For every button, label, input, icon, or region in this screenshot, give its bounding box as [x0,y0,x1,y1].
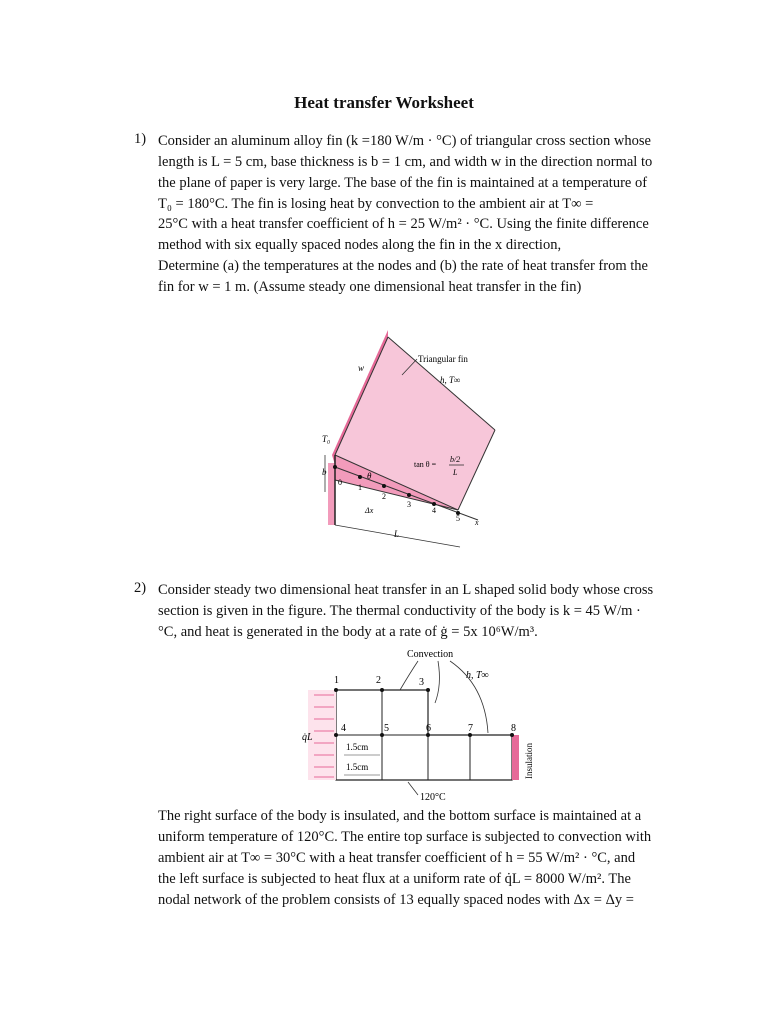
node-label: 3 [407,500,411,509]
pointer-line [408,782,418,795]
node-dot [380,688,384,692]
worksheet-title: Heat transfer Worksheet [294,93,474,112]
dy-label: 1.5cm [346,762,369,772]
node-dot [334,688,338,692]
l-shaped-body-figure [300,645,545,805]
convection-label: Convection [407,649,454,660]
node-label: 4 [341,723,346,734]
node-label: 7 [468,723,473,734]
convection-arrow [435,661,439,703]
node-dot [334,733,338,737]
q2-line: Consider steady two dimensional heat transfer in an L shaped solid body whose cross [158,582,654,598]
h-tinf-label: h, T∞ [440,375,461,385]
q2-after-line: ambient air at T∞ = 30°C with a heat transfer coefficient of h = 55 W/m² · °C, and [158,850,636,866]
dx-label: 1.5cm [346,742,369,752]
node-dot [358,475,362,479]
node-label: 1 [358,483,362,492]
t0-label: T₀ [322,434,331,444]
q1-number: 1) [134,131,147,147]
q2-number: 2) [134,580,147,596]
tan-label: tan θ = [414,460,437,469]
tan-numerator: b/2 [450,455,461,464]
q1-line: length is L = 5 cm, base thickness is b = 1 cm, and width w in the direction normal to [158,154,653,170]
dx-label: Δx [365,506,374,515]
node-label: 6 [426,723,431,734]
node-dot [407,493,411,497]
node-label: 8 [511,723,516,734]
tan-denominator: L [453,468,458,477]
bottom-temp-label: 120°C [420,792,446,803]
theta-label: θ [367,471,372,481]
node-label: 5 [456,514,460,523]
L-label: L [394,529,400,539]
node-label: 1 [334,675,339,686]
node-label: 2 [376,675,381,686]
q2-line: section is given in the figure. The thermal conductivity of the body is k = 45 W/m · [158,603,641,619]
triangular-fin-figure [310,315,500,550]
q1-line: T₀ = 180°C. The fin is losing heat by convection to the ambient air at T∞ = [158,196,594,212]
insulation-bar [512,735,519,780]
x-label: x [475,518,479,527]
q1-line: the plane of paper is very large. The base of the fin is maintained at a temperature of [158,175,648,191]
q1-line: method with six equally spaced nodes along the fin in the x direction, [158,237,562,253]
triangular-fin-label: Triangular fin [418,354,468,364]
node-label: 0 [338,478,342,487]
q2-after-line: the left surface is subjected to heat flux at a uniform rate of q̇L = 8000 W/m². The [158,871,631,887]
node-label: 3 [419,677,424,688]
node-dot [333,465,337,469]
b-label: b [322,467,327,477]
q1-line: Consider an aluminum alloy fin (k =180 W/m · °C) of triangular cross section whose [158,133,651,149]
node-label: 4 [432,506,436,515]
q2-after-line: uniform temperature of 120°C. The entire top surface is subjected to convection with [158,829,652,845]
q1-line: Determine (a) the temperatures at the nodes and (b) the rate of heat transfer from the [158,258,648,274]
node-label: 2 [382,492,386,501]
q2-line: °C, and heat is generated in the body at a rate of ġ = 5x 10⁶W/m³. [158,624,538,640]
node-dot [426,688,430,692]
q2-after-line: nodal network of the problem consists of 13 equally spaced nodes with Δx = Δy = [158,892,634,908]
qL-label: q̇L [302,732,313,743]
node-label: 5 [384,723,389,734]
w-label: w [358,363,365,373]
q1-line: fin for w = 1 m. (Assume steady one dimensional heat transfer in the fin) [158,279,582,295]
h-tinf-label: h, T∞ [466,670,489,681]
fin-wall-base [328,463,335,525]
insulation-label: Insulation [524,743,534,779]
q1-line: 25°C with a heat transfer coefficient of h = 25 W/m² · °C. Using the finite difference [158,216,649,232]
q2-after-line: The right surface of the body is insulated, and the bottom surface is maintained at a [158,808,642,824]
node-dot [382,484,386,488]
convection-arrow [400,661,418,690]
